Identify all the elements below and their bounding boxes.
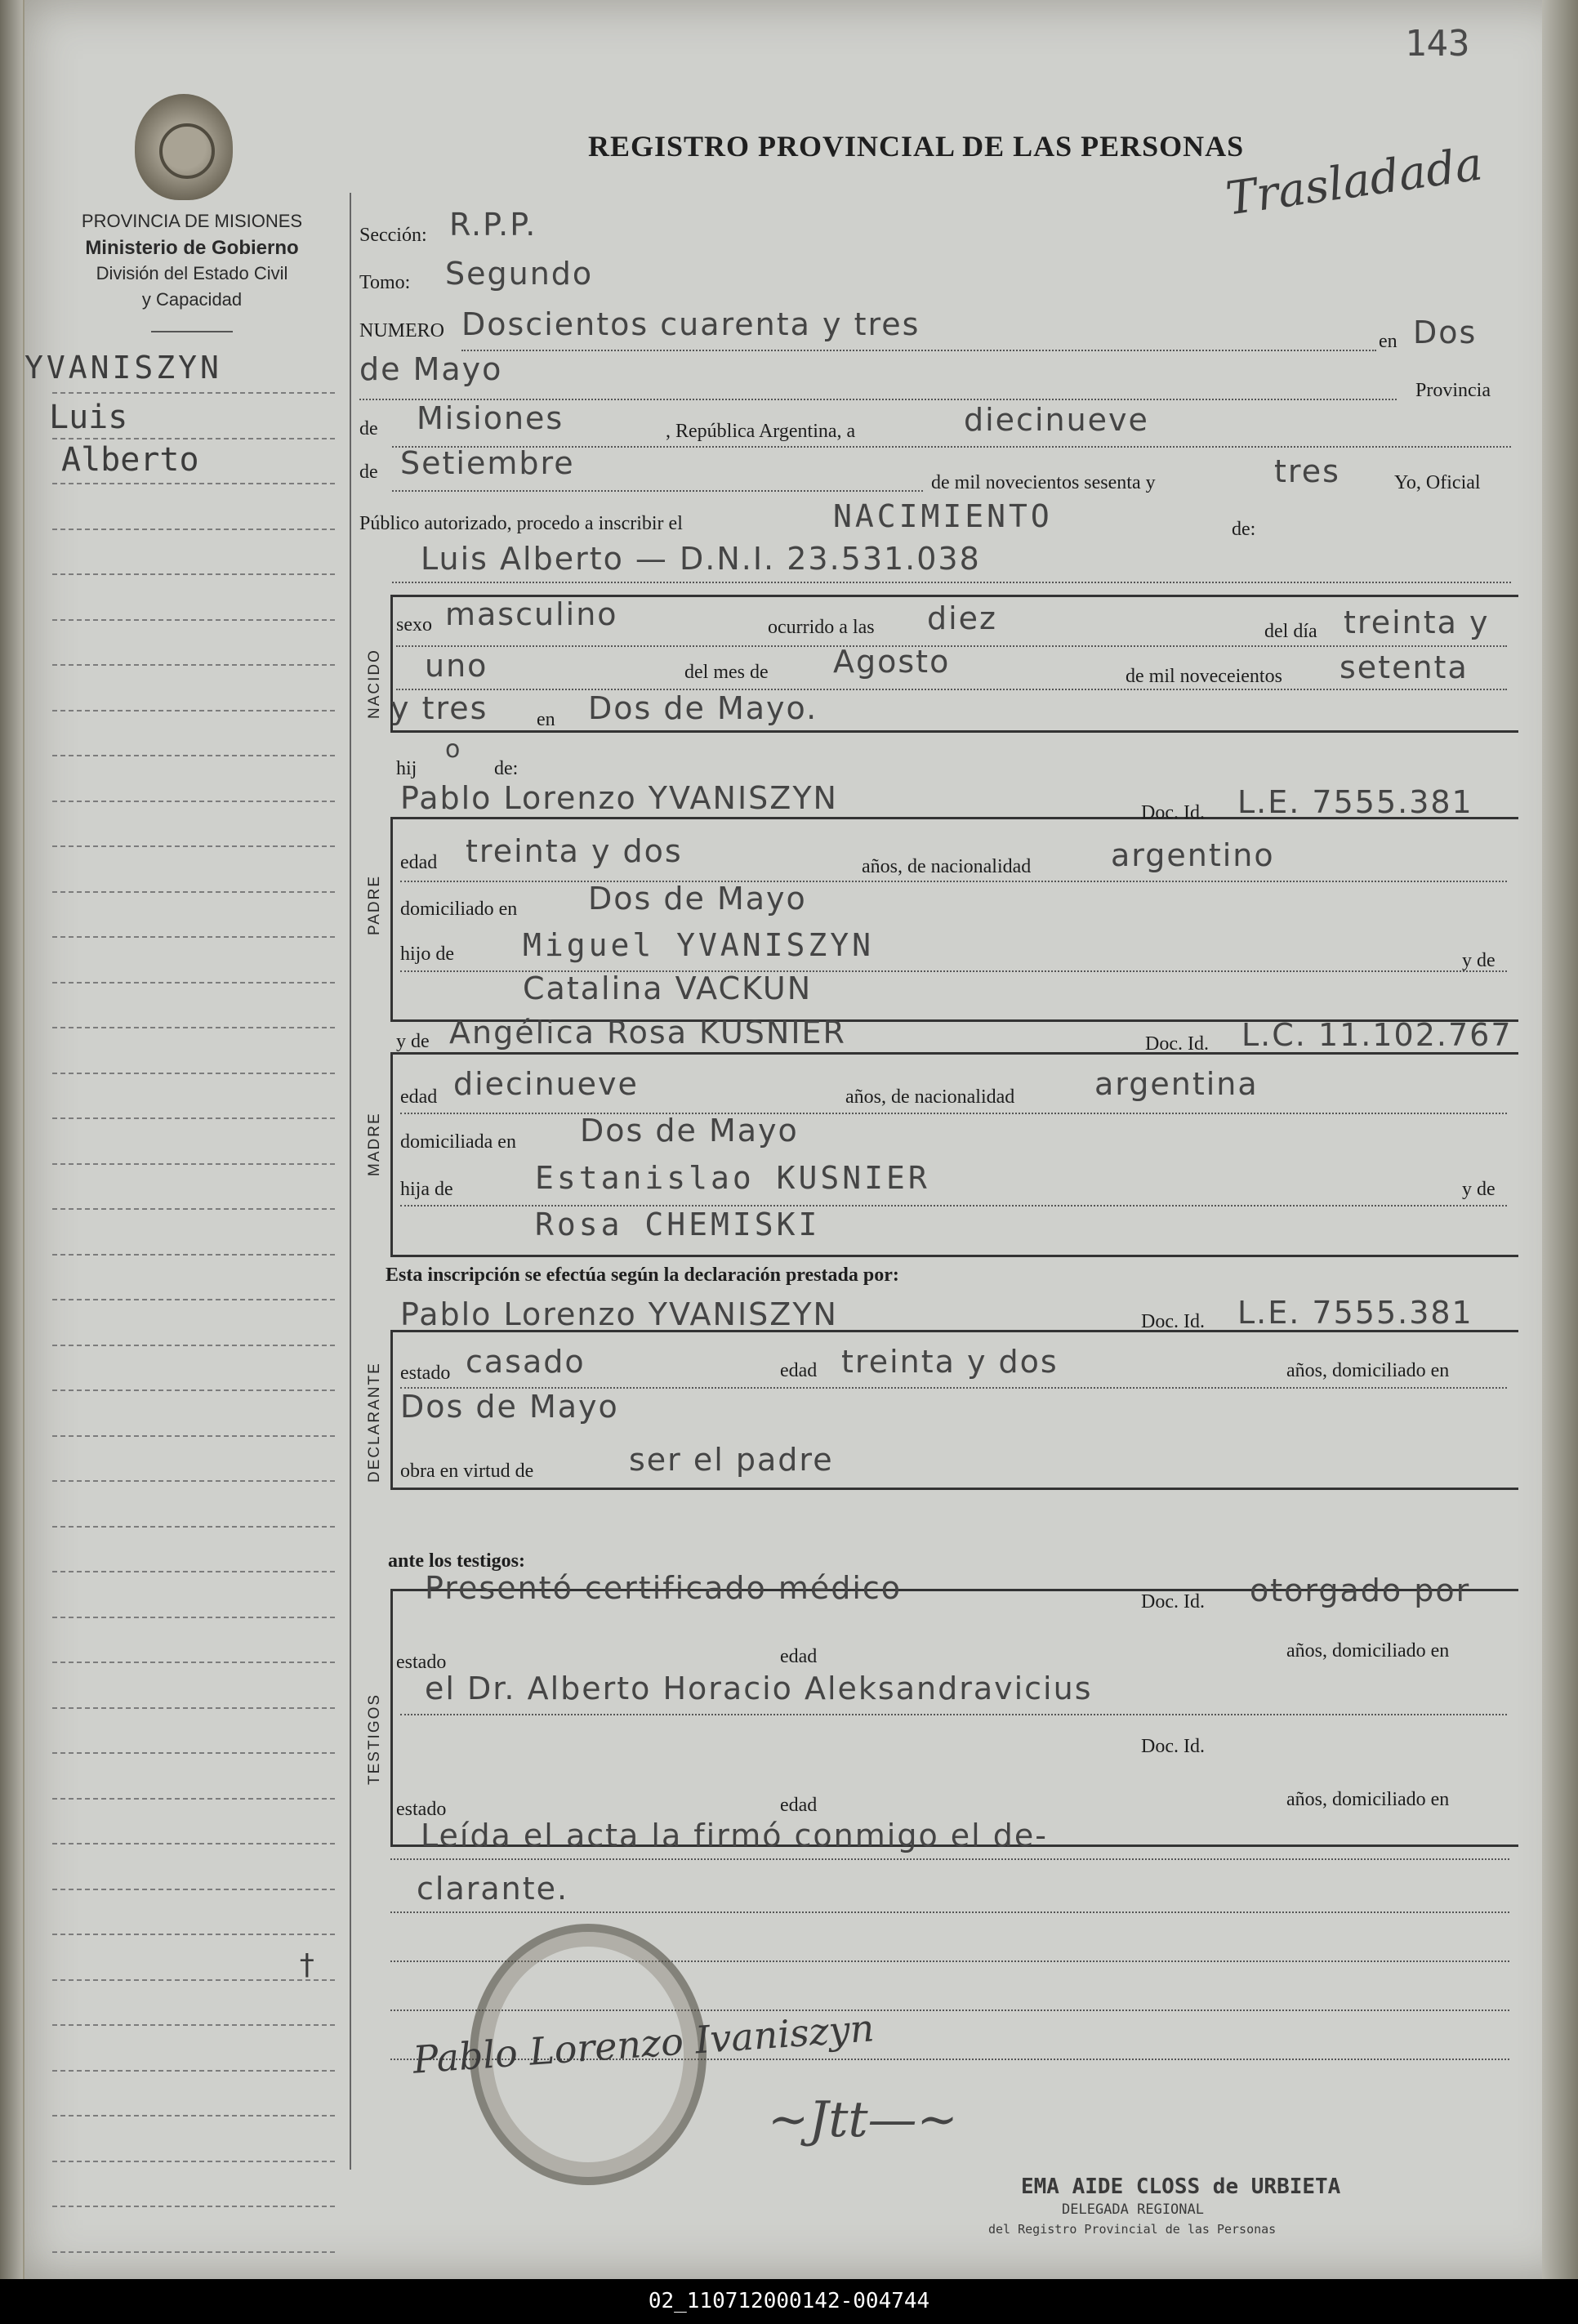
margin-rule bbox=[52, 982, 335, 984]
label-declarante-edad: edad bbox=[780, 1360, 818, 1381]
label-y-de-madre: y de bbox=[396, 1031, 430, 1052]
label-provincia: Provincia bbox=[1415, 380, 1491, 401]
margin-rule bbox=[52, 1163, 335, 1166]
label-hij: hij bbox=[396, 758, 417, 779]
line-testigo-2 bbox=[400, 1714, 1507, 1715]
label-testigo-dom: años, domiciliado en bbox=[1286, 1640, 1450, 1662]
margin-rule bbox=[52, 1934, 335, 1936]
label-de-hij: de: bbox=[494, 758, 519, 779]
margin-rule bbox=[52, 755, 335, 757]
margin-rule bbox=[52, 1389, 335, 1392]
margin-rule bbox=[52, 2115, 335, 2117]
line-sexo bbox=[396, 645, 1507, 647]
margin-rule bbox=[52, 1480, 335, 1483]
label-padre-dom: domiciliado en bbox=[400, 899, 518, 920]
margin-surname: YVANISZYN bbox=[25, 350, 222, 386]
value-declarante: Pablo Lorenzo YVANISZYN bbox=[400, 1296, 838, 1332]
value-abuela-m: Rosa CHEMISKI bbox=[535, 1207, 821, 1242]
margin-name-2: Alberto bbox=[61, 441, 199, 479]
value-testigo-2: el Dr. Alberto Horacio Aleksandravicius bbox=[425, 1671, 1093, 1706]
label-padre-doc: Doc. Id. bbox=[1141, 802, 1205, 823]
margin-rule bbox=[52, 1889, 335, 1891]
label-testigo2-doc: Doc. Id. bbox=[1141, 1736, 1205, 1757]
page-title: REGISTRO PROVINCIAL DE LAS PERSONAS bbox=[588, 130, 1245, 163]
label-madre-doc: Doc. Id. bbox=[1145, 1033, 1209, 1055]
margin-rule bbox=[52, 1254, 335, 1256]
label-padre-edad: edad bbox=[400, 852, 438, 873]
margin-rule bbox=[52, 1752, 335, 1755]
margin-rule bbox=[52, 1617, 335, 1619]
value-provincia: Misiones bbox=[417, 400, 564, 436]
label-republica: , República Argentina, a bbox=[666, 421, 856, 442]
value-obra: ser el padre bbox=[629, 1442, 834, 1478]
margin-rule bbox=[52, 1979, 335, 1982]
body-rule bbox=[390, 1858, 1509, 1860]
label-del-dia: del día bbox=[1264, 621, 1317, 642]
margin-rule bbox=[52, 1571, 335, 1573]
margin-rule bbox=[52, 1843, 335, 1845]
value-declarante-edad: treinta y dos bbox=[841, 1344, 1059, 1380]
value-nombre: Luis Alberto — D.N.I. 23.531.038 bbox=[421, 541, 981, 577]
label-mil-noveceientos: de mil noveceientos bbox=[1126, 666, 1282, 687]
value-estado: casado bbox=[466, 1344, 586, 1380]
officer-office: del Registro Provincial de las Personas bbox=[988, 2222, 1277, 2237]
side-label-madre: MADRE bbox=[366, 1112, 383, 1176]
margin-rule bbox=[52, 2206, 335, 2208]
label-madre-nac: años, de nacionalidad bbox=[845, 1086, 1015, 1108]
margin-rule bbox=[52, 529, 335, 531]
margin-rule bbox=[52, 1299, 335, 1301]
margin-rule bbox=[52, 710, 335, 712]
label-testigo-edad: edad bbox=[780, 1646, 818, 1667]
footer-id: 02_110712000142-004744 bbox=[648, 2289, 930, 2313]
value-declarante-dom: Dos de Mayo bbox=[400, 1389, 619, 1425]
annotation-trasladada: Trasladada bbox=[1223, 137, 1487, 226]
margin-rule bbox=[52, 1027, 335, 1029]
org-line-3: División del Estado Civil bbox=[96, 263, 288, 283]
value-padre: Pablo Lorenzo YVANISZYN bbox=[400, 780, 838, 816]
value-numero: Doscientos cuarenta y tres bbox=[461, 306, 920, 342]
margin-rule bbox=[52, 392, 335, 395]
margin-rule bbox=[52, 936, 335, 939]
margin-rule bbox=[52, 2161, 335, 2163]
value-mes-nac: Agosto bbox=[833, 644, 951, 680]
value-madre-dom: Dos de Mayo bbox=[580, 1113, 799, 1149]
page-number: 143 bbox=[1405, 23, 1470, 65]
org-divider bbox=[151, 331, 233, 332]
label-testigo2-edad: edad bbox=[780, 1795, 818, 1816]
value-tomo: Segundo bbox=[445, 256, 594, 292]
value-madre-doc: L.C. 11.102.767 bbox=[1241, 1017, 1513, 1053]
label-tomo: Tomo: bbox=[359, 272, 411, 293]
margin-rule bbox=[52, 2024, 335, 2027]
value-dia: diecinueve bbox=[964, 402, 1149, 438]
line-madre-edad bbox=[400, 1113, 1507, 1114]
label-sexo: sexo bbox=[396, 614, 432, 636]
label-declarante-doc: Doc. Id. bbox=[1141, 1311, 1205, 1332]
label-ante-testigos: ante los testigos: bbox=[388, 1550, 525, 1572]
side-label-padre: PADRE bbox=[366, 874, 383, 935]
label-hijo-de: hijo de bbox=[400, 943, 454, 965]
value-madre-edad: diecinueve bbox=[453, 1066, 639, 1102]
officer-role: DELEGADA REGIONAL bbox=[1062, 2201, 1204, 2218]
value-nota-1: Leída el acta la firmó conmigo el de- bbox=[421, 1818, 1049, 1853]
margin-rule bbox=[52, 1526, 335, 1528]
label-padre-nac: años, de nacionalidad bbox=[862, 856, 1032, 877]
margin-rule bbox=[52, 1798, 335, 1800]
value-dia-nac: treinta y bbox=[1344, 604, 1490, 640]
value-sexo: masculino bbox=[445, 596, 618, 632]
provincial-seal-icon bbox=[135, 94, 233, 200]
label-seccion: Sección: bbox=[359, 225, 427, 246]
side-label-declarante: DECLARANTE bbox=[366, 1362, 383, 1483]
value-hij: o bbox=[445, 735, 462, 764]
margin-rule bbox=[52, 845, 335, 848]
value-madre-nac: argentina bbox=[1094, 1066, 1259, 1102]
line-mes-nac bbox=[396, 689, 1507, 690]
margin-tick-mark: † bbox=[298, 1948, 316, 1982]
margin-rule bbox=[52, 801, 335, 803]
org-line-2: Ministerio de Gobierno bbox=[85, 237, 299, 259]
value-ano-nac-2: y tres bbox=[390, 690, 488, 726]
margin-rule bbox=[52, 619, 335, 622]
margin-rule bbox=[52, 1208, 335, 1211]
label-testigo-doc: Doc. Id. bbox=[1141, 1591, 1205, 1613]
label-madre-edad: edad bbox=[400, 1086, 438, 1108]
label-obra: obra en virtud de bbox=[400, 1461, 534, 1482]
value-padre-doc: L.E. 7555.381 bbox=[1237, 784, 1473, 820]
side-label-nacido: NACIDO bbox=[366, 649, 383, 719]
label-testigo2-estado: estado bbox=[396, 1799, 447, 1820]
label-mil-sesenta: de mil novecientos sesenta y bbox=[931, 472, 1156, 493]
margin-name-1: Luis bbox=[49, 399, 128, 436]
binding-fold bbox=[0, 0, 23, 2279]
signature-declarante: Pablo Lorenzo Ivaniszyn bbox=[411, 2005, 876, 2082]
label-testigo-estado: estado bbox=[396, 1652, 447, 1673]
value-madre: Angélica Rosa KUSNIER bbox=[449, 1015, 846, 1050]
label-estado: estado bbox=[400, 1363, 451, 1384]
officer-name: EMA AIDE CLOSS de URBIETA bbox=[1021, 2175, 1341, 2199]
label-de-2: de bbox=[359, 462, 378, 483]
margin-rule bbox=[52, 1073, 335, 1075]
value-lugar-nac: Dos de Mayo. bbox=[588, 690, 818, 726]
label-del-mes: del mes de bbox=[684, 662, 769, 683]
margin-rule bbox=[52, 1662, 335, 1664]
label-esta-inscripcion: Esta inscripción se efectúa según la declaración prestada por: bbox=[386, 1265, 899, 1286]
value-padre-nac: argentino bbox=[1111, 837, 1275, 873]
label-hija-de: hija de bbox=[400, 1179, 453, 1200]
label-publico: Público autorizado, procedo a inscribir el bbox=[359, 513, 683, 534]
margin-rule bbox=[52, 483, 335, 485]
org-line-4: y Capacidad bbox=[141, 289, 243, 310]
value-testigo-1b: otorgado por bbox=[1250, 1572, 1471, 1608]
value-testigo-1: Presentó certificado médico bbox=[425, 1570, 903, 1606]
margin-rule bbox=[52, 664, 335, 667]
margin-divider bbox=[350, 193, 351, 2170]
body-rule bbox=[390, 1911, 1509, 1913]
margin-rule bbox=[52, 438, 335, 440]
label-y-de-madre-2: y de bbox=[1462, 1179, 1496, 1200]
value-ano-nac: setenta bbox=[1340, 649, 1469, 685]
margin-rule bbox=[52, 2070, 335, 2072]
label-declarante-dom: años, domiciliado en bbox=[1286, 1360, 1450, 1381]
margin-rule bbox=[52, 1435, 335, 1438]
margin-rule bbox=[52, 1345, 335, 1347]
margin-rule bbox=[52, 1707, 335, 1710]
value-ano: tres bbox=[1274, 453, 1340, 489]
value-padre-dom: Dos de Mayo bbox=[588, 881, 807, 917]
label-numero: NUMERO bbox=[359, 320, 445, 341]
value-seccion: R.P.P. bbox=[449, 207, 537, 243]
margin-rule bbox=[52, 1117, 335, 1120]
value-mes: Setiembre bbox=[400, 445, 575, 481]
label-y-de: y de bbox=[1462, 950, 1496, 971]
margin-rule bbox=[52, 891, 335, 894]
line-padre-edad bbox=[400, 881, 1507, 882]
value-abuela: Catalina VACKUN bbox=[523, 970, 813, 1006]
value-en: Dos bbox=[1413, 314, 1478, 350]
value-hora: diez bbox=[927, 600, 998, 636]
label-de: de bbox=[359, 418, 378, 439]
label-madre-dom: domiciliada en bbox=[400, 1131, 516, 1153]
footer-strip bbox=[0, 2279, 1578, 2324]
label-en-2: en bbox=[537, 709, 555, 730]
value-padre-edad: treinta y dos bbox=[466, 833, 683, 869]
value-dia-nac-2: uno bbox=[425, 648, 488, 684]
label-ocurrido: ocurrido a las bbox=[768, 617, 875, 638]
signature-officer-icon: ~Jtt—~ bbox=[768, 2091, 958, 2148]
value-de-mayo: de Mayo bbox=[359, 351, 503, 387]
label-testigo2-dom: años, domiciliado en bbox=[1286, 1789, 1450, 1810]
value-abuelo-m: Estanislao KUSNIER bbox=[535, 1160, 930, 1196]
line-numero bbox=[461, 350, 1376, 351]
label-de-colon: de: bbox=[1232, 519, 1256, 540]
value-nota-2: clarante. bbox=[417, 1871, 569, 1907]
line-nombre bbox=[392, 582, 1511, 583]
side-label-testigos: TESTIGOS bbox=[366, 1693, 383, 1785]
label-en: en bbox=[1379, 331, 1397, 352]
line-mes bbox=[392, 490, 923, 492]
org-line-1: PROVINCIA DE MISIONES bbox=[81, 211, 303, 231]
value-declarante-doc: L.E. 7555.381 bbox=[1237, 1295, 1473, 1331]
value-abuelo: Miguel YVANISZYN bbox=[523, 927, 875, 963]
margin-rule bbox=[52, 2251, 335, 2254]
margin-rule bbox=[52, 573, 335, 576]
page-edge bbox=[1542, 0, 1578, 2279]
value-acto: NACIMIENTO bbox=[833, 498, 1053, 534]
label-yo-oficial: Yo, Oficial bbox=[1394, 472, 1481, 493]
